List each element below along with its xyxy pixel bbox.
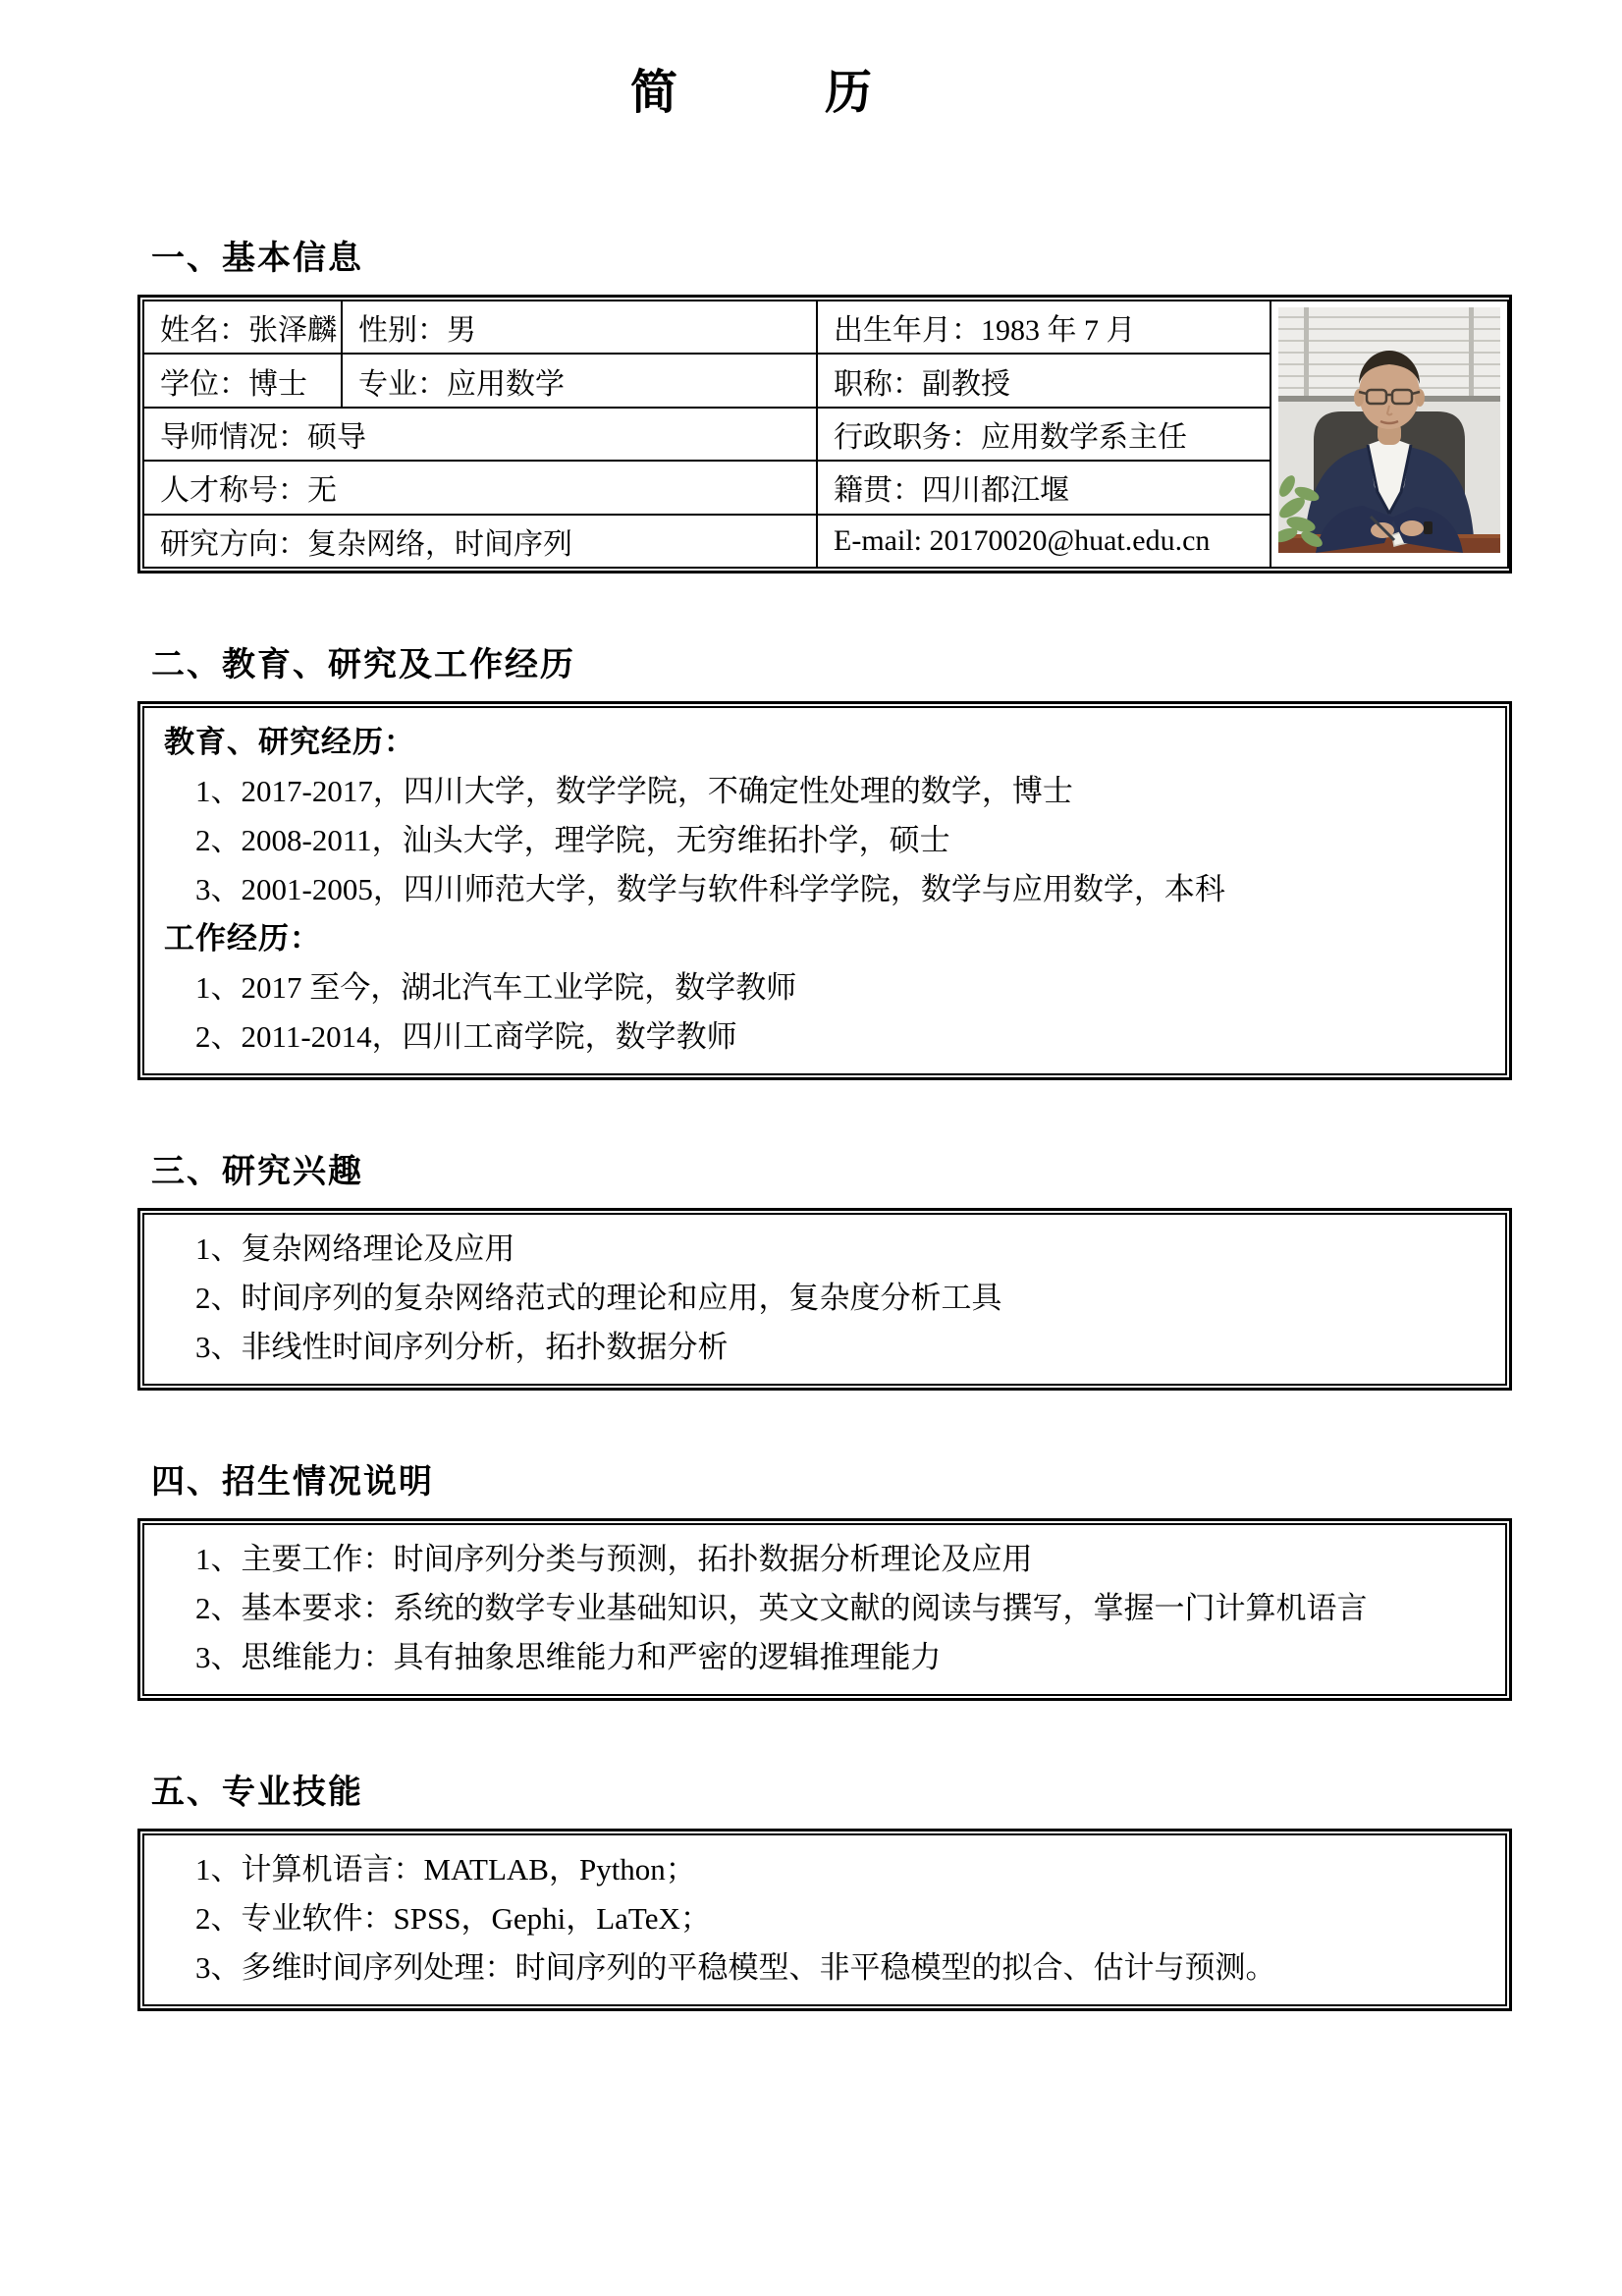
cell-birth: 出生年月：1983 年 7 月 [817,301,1271,354]
recruitment-item: 1、主要工作：时间序列分类与预测，拓扑数据分析理论及应用 [195,1542,1033,1576]
recruitment-box [137,1518,1512,1701]
basic-info-table [142,300,1509,569]
section-education-work [137,644,1512,1080]
skills-box-inner [142,1833,1507,2006]
cell-name: 姓名：张泽麟 [143,301,342,354]
research-interests-box [137,1208,1512,1391]
recruitment-box-inner [142,1523,1507,1696]
profile-photo [1278,307,1500,553]
education-item: 3、2001-2005，四川师范大学，数学与软件科学学院，数学与应用数学，本科 [195,872,1225,906]
cell-major: 专业：应用数学 [342,354,817,407]
cell-talent-title: 人才称号：无 [143,461,817,514]
doc-title: 简历 [629,67,1019,119]
cell-degree: 学位：博士 [143,354,342,407]
skill-item: 3、多维时间序列处理：时间序列的平稳模型、非平稳模型的拟合、估计与预测。 [195,1950,1276,1985]
cell-gender: 性别：男 [342,301,817,354]
education-work-box [137,701,1512,1080]
cell-job-title: 职称：副教授 [817,354,1271,407]
table-row [143,301,1508,354]
interest-item: 1、复杂网络理论及应用 [195,1231,515,1266]
interest-item: 3、非线性时间序列分析，拓扑数据分析 [195,1330,729,1364]
section-heading-basic-info: 一、基本信息 [151,241,363,277]
skills-box [137,1829,1512,2011]
cell-mentor: 导师情况：硕导 [143,408,817,461]
education-work-box-inner [142,706,1507,1075]
section-skills [137,1772,1512,2011]
cell-email: E-mail: 20170020@huat.edu.cn [817,515,1271,568]
section-heading-skills: 五、专业技能 [151,1775,363,1811]
section-heading-education-work: 二、教育、研究及工作经历 [151,647,575,683]
skill-item: 2、专业软件：SPSS，Gephi，LaTeX； [195,1901,711,1936]
research-interests-box-inner [142,1213,1507,1386]
cell-research-direction: 研究方向：复杂网络，时间序列 [143,515,817,568]
education-label: 教育、研究经历： [164,725,415,759]
section-basic-info [137,238,1512,574]
work-item: 2、2011-2014，四川工商学院，数学教师 [195,1019,737,1054]
basic-info-table-frame [137,295,1512,574]
recruitment-item: 3、思维能力：具有抽象思维能力和严密的逻辑推理能力 [195,1640,942,1674]
education-item: 2、2008-2011，汕头大学，理学院，无穷维拓扑学，硕士 [195,823,950,857]
cell-hometown: 籍贯：四川都江堰 [817,461,1271,514]
skill-item: 1、计算机语言：MATLAB，Python； [195,1852,696,1886]
page-content [137,0,1512,2011]
work-label: 工作经历： [164,921,321,956]
recruitment-item: 2、基本要求：系统的数学专业基础知识，英文文献的阅读与撰写，掌握一门计算机语言 [195,1591,1368,1625]
cell-admin-duty: 行政职务：应用数学系主任 [817,408,1271,461]
section-research-interests [137,1151,1512,1391]
work-item: 1、2017 至今，湖北汽车工业学院，数学教师 [195,970,797,1005]
section-recruitment [137,1461,1512,1701]
section-heading-recruitment: 四、招生情况说明 [151,1464,434,1501]
section-heading-research-interests: 三、研究兴趣 [151,1154,363,1190]
interest-item: 2、时间序列的复杂网络范式的理论和应用，复杂度分析工具 [195,1281,1002,1315]
cell-photo [1271,301,1508,568]
education-item: 1、2017-2017，四川大学，数学学院，不确定性处理的数学，博士 [195,774,1073,808]
